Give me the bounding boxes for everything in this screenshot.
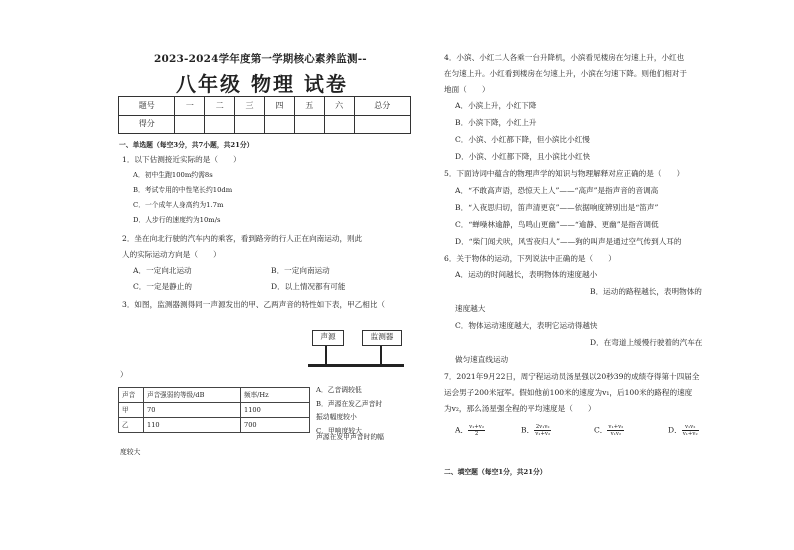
q6-stem: 6．关于物体的运动，下列说法中正确的是（ ）: [444, 254, 616, 263]
q3-option-c: C．甲响度较大: [316, 427, 362, 435]
fraction: [468, 424, 485, 437]
q1-option-b: B．考试专用的中性笔长约10dm: [133, 186, 233, 194]
score-input-cell[interactable]: [264, 115, 294, 134]
sound-source-box: 声源: [312, 330, 344, 346]
score-table: [118, 96, 411, 134]
q7-option-a: [455, 424, 485, 437]
numerator: v₁+v₂: [608, 424, 624, 430]
score-input-cell[interactable]: [324, 115, 354, 134]
q6-option-d-cont: 做匀速直线运动: [455, 355, 509, 364]
score-input-cell[interactable]: [235, 115, 265, 134]
q3-option-d-line: 声源在发甲声音时的幅: [316, 433, 384, 441]
table-header-cell: 声音强弱的等级/dB: [144, 388, 241, 403]
section1-title: 一、单选题（每空3分，共7小题，共21分）: [119, 141, 254, 149]
q2-option-a: A．一定向北运动: [133, 266, 192, 275]
score-input-cell[interactable]: [205, 115, 235, 134]
exam-header-line1: 2023-2024学年度第一学期核心素养监测--: [154, 53, 367, 65]
q6-option-d: D．在弯道上缓慢行驶着的汽车在: [590, 338, 703, 347]
option-label: B．: [521, 425, 535, 435]
score-table-score-row: [119, 115, 411, 134]
q4-option-a: A．小滨上升，小红下降: [455, 101, 537, 110]
q6-option-b-cont: 速度越大: [455, 304, 486, 313]
q3-sound-table: [118, 387, 310, 433]
q7-option-b: [521, 424, 551, 437]
source-stand: [325, 346, 327, 364]
q5-option-c: C．“蝉噪林逾静，鸟鸣山更幽”——“逾静、更幽”是指音调低: [455, 220, 659, 229]
exam-title: 八年级 物理 试卷: [176, 72, 348, 96]
q6-option-c: C．物体运动速度越大，表明它运动得越快: [455, 321, 598, 330]
numerator: 2v₁v₂: [535, 424, 550, 430]
score-cell: 五: [294, 97, 324, 116]
monitor-box: 监测器: [362, 330, 402, 346]
option-label: C．: [594, 425, 608, 435]
q6-option-a: A．运动的时间越长，表明物体的速度越小: [455, 270, 598, 279]
score-cell: 得分: [119, 115, 175, 134]
denominator: v₁+v₂: [682, 431, 698, 437]
q5-option-b: B．“入夜思归切，笛声清更哀”——依据响度辨别出是“笛声”: [455, 203, 659, 212]
fraction: [534, 424, 551, 437]
table-row: [119, 418, 310, 433]
q7-stem-line2: 运会男子200米冠军。假如他前100米的速度为v₁，后100米的路程的速度: [444, 388, 693, 397]
q2-stem-line2: 人的实际运动方向是（ ）: [122, 250, 221, 259]
fraction: [607, 424, 624, 437]
score-cell: 六: [324, 97, 354, 116]
denominator: v₁+v₂: [535, 431, 551, 437]
score-cell: 四: [264, 97, 294, 116]
q4-option-c: C．小滨、小红都下降，但小滨比小红慢: [455, 135, 590, 144]
q3-option-d-tail: 度较大: [120, 448, 141, 456]
option-label: A．: [455, 425, 469, 435]
table-cell: 甲: [119, 403, 144, 418]
score-cell: 三: [235, 97, 265, 116]
score-cell: 题号: [119, 97, 175, 116]
q2-option-c: C．一定是静止的: [133, 282, 192, 291]
table-header-row: [119, 388, 310, 403]
q4-stem-line3: 地面（ ）: [444, 85, 490, 94]
q5-stem: 5．下面诗词中蕴含的物理声学的知识与物理解释对应正确的是（ ）: [444, 169, 685, 178]
score-cell: 一: [175, 97, 205, 116]
q5-option-a: A．“不敢高声语，恐惊天上人”——“高声”是指声音的音调高: [455, 186, 659, 195]
option-label: D．: [668, 425, 682, 435]
q1-option-d: D．人步行的速度约为10m/s: [133, 216, 221, 224]
q7-stem-line3: 为v₂，那么汤星强全程的平均速度是（ ）: [444, 404, 596, 413]
monitor-stand: [380, 346, 382, 364]
q2-option-d: D．以上情况都有可能: [271, 282, 346, 291]
q1-option-c: C．一个成年人身高约为1.7m: [133, 201, 224, 209]
q3-option-a: A．乙音调较低: [316, 386, 362, 394]
section2-title: 二、填空题（每空1分，共21分）: [444, 468, 547, 476]
fraction: [682, 424, 699, 437]
numerator: v₁v₂: [682, 424, 699, 431]
q2-stem-line1: 2．坐在向北行驶的汽车内的乘客，看到路旁的行人正在向南运动，则此: [122, 234, 363, 243]
score-cell: 总分: [354, 97, 410, 116]
denominator: v₁v₂: [610, 431, 622, 437]
table-header-cell: 声音: [119, 388, 144, 403]
q3-diagram: [300, 324, 406, 376]
q6-option-b: B．运动的路程越长，表明物体的: [590, 287, 702, 296]
q3-option-b-cont: 振动幅度较小: [316, 413, 357, 421]
base-platform: [308, 364, 404, 367]
denominator: 2: [474, 431, 479, 437]
table-row: [119, 403, 310, 418]
numerator: v₁+v₂: [469, 424, 485, 430]
table-cell: 110: [144, 418, 241, 433]
table-cell: 1100: [241, 403, 310, 418]
q2-option-b: B．一定向南运动: [271, 266, 330, 275]
score-input-cell[interactable]: [175, 115, 205, 134]
score-input-cell[interactable]: [294, 115, 324, 134]
table-header-cell: 频率/Hz: [241, 388, 310, 403]
q7-stem-line1: 7．2021年9月22日，周宁程运动员汤星强以20秒39的成绩夺得第十四届全: [444, 372, 700, 381]
q4-stem-line2: 在匀速上升。小红看到楼房在匀速上升，小滨在匀速下降。则他们相对于: [444, 69, 687, 78]
score-table-header-row: [119, 97, 411, 116]
score-cell: 二: [205, 97, 235, 116]
q4-stem-line1: 4．小滨、小红二人各乘一台升降机，小滨看见楼房在匀速上升，小红也: [444, 53, 685, 62]
q4-option-b: B．小滨下降，小红上升: [455, 118, 537, 127]
score-input-cell[interactable]: [354, 115, 410, 134]
q4-option-d: D．小滨、小红都下降，且小滨比小红快: [455, 152, 591, 161]
q1-stem: 1．以下估测接近实际的是（ ）: [122, 155, 241, 164]
q1-option-a: A．初中生跑100m约需8s: [133, 171, 213, 179]
table-cell: 70: [144, 403, 241, 418]
q7-option-c: [594, 424, 624, 437]
q5-option-d: D．“柴门闻犬吠，风雪夜归人”——狗的叫声是通过空气传到人耳的: [455, 237, 682, 246]
q7-option-d: [668, 424, 699, 437]
q3-option-b: B．声源在发乙声音时: [316, 400, 383, 408]
q3-stem-cont: ）: [120, 370, 128, 379]
q3-stem: 3．如图，监测器测得同一声源发出的甲、乙两声音的特性如下表，甲乙相比（: [122, 300, 386, 309]
table-cell: 乙: [119, 418, 144, 433]
table-cell: 700: [241, 418, 310, 433]
